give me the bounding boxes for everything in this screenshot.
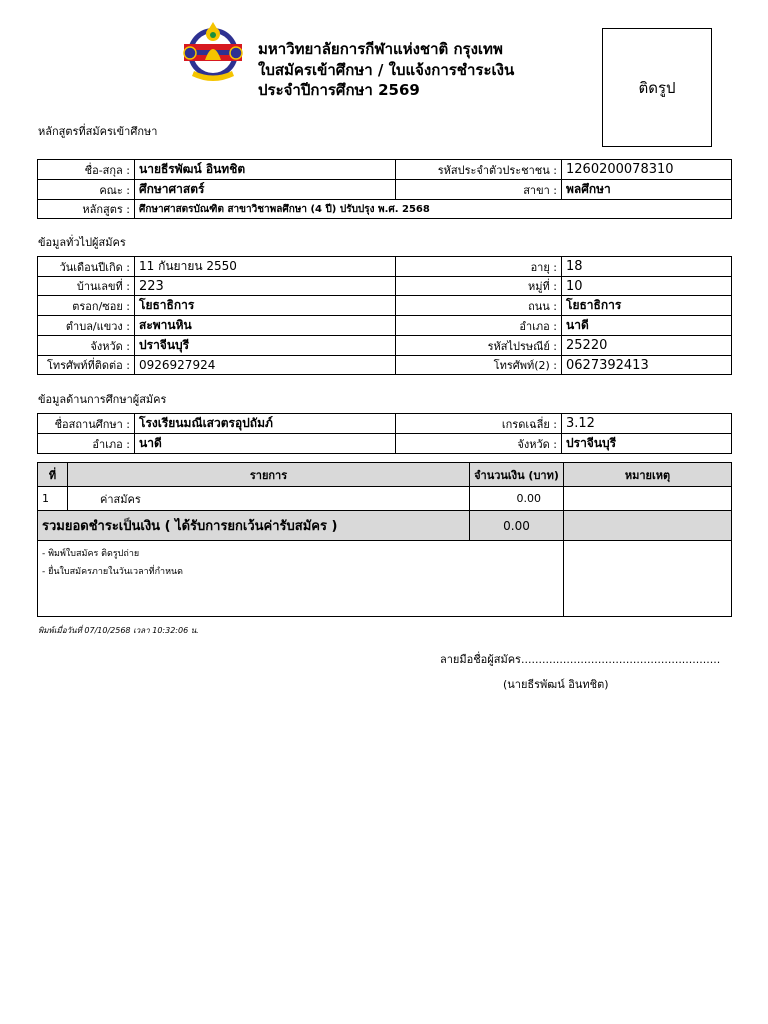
col-note-header: หมายเหตุ [564, 463, 732, 487]
moo-value: 10 [562, 277, 732, 296]
program-table [37, 159, 732, 219]
province-value: ปราจีนบุรี [135, 336, 396, 356]
row-note [564, 487, 732, 511]
signature-name: (นายธีรพัฒน์ อินทชิต) [503, 678, 609, 691]
education-table [37, 413, 732, 454]
faculty-value: ศึกษาศาสตร์ [135, 180, 396, 200]
total-note [564, 511, 732, 541]
total-label: รวมยอดชำระเป็นเงิน ( ได้รับการยกเว้นค่ารับสมัคร ) [38, 511, 470, 541]
applicant-name: นายธีรพัฒน์ อินทชิต [135, 160, 396, 180]
edu-province-label: จังหวัด : [396, 434, 562, 454]
soi-value: โยธาธิการ [135, 296, 396, 316]
instructions-cell [38, 541, 564, 617]
university-name: มหาวิทยาลัยการกีฬาแห่งชาติ กรุงเทพ [258, 40, 503, 58]
subdistrict-label: ตำบล/แขวง : [38, 316, 135, 336]
photo-placeholder [602, 28, 712, 147]
phone2-label: โทรศัพท์(2) : [396, 356, 562, 375]
soi-label: ตรอก/ซอย : [38, 296, 135, 316]
curriculum-label: หลักสูตร : [38, 200, 135, 219]
edu-district-label: อำเภอ : [38, 434, 135, 454]
section-program-title: หลักสูตรที่สมัครเข้าศึกษา [38, 125, 158, 138]
faculty-label: คณะ : [38, 180, 135, 200]
section-general-title: ข้อมูลทั่วไปผู้สมัคร [38, 236, 126, 249]
row-no: 1 [38, 487, 68, 511]
house-label: บ้านเลขที่ : [38, 277, 135, 296]
university-logo [180, 20, 246, 90]
school-label: ชื่อสถานศึกษา : [38, 414, 135, 434]
province-label: จังหวัด : [38, 336, 135, 356]
signature-line: ลายมือชื่อผู้สมัคร......................................................... [440, 653, 721, 666]
instruction-item: - พิมพ์ใบสมัคร ติดรูปถ่าย [42, 549, 140, 559]
row-item: ค่าสมัคร [68, 487, 470, 511]
major-label: สาขา : [396, 180, 562, 200]
form-title: ใบสมัครเข้าศึกษา / ใบแจ้งการชำระเงิน [258, 61, 515, 79]
gpa-label: เกรดเฉลี่ย : [396, 414, 562, 434]
subdistrict-value: สะพานหิน [135, 316, 396, 336]
payment-table [37, 462, 732, 617]
phone-label: โทรศัพท์ที่ติดต่อ : [38, 356, 135, 375]
major-value: พลศึกษา [562, 180, 732, 200]
general-info-table [37, 256, 732, 375]
col-amount-header: จำนวนเงิน (บาท) [470, 463, 564, 487]
district-value: นาดี [562, 316, 732, 336]
section-education-title: ข้อมูลด้านการศึกษาผู้สมัคร [38, 393, 167, 406]
citizen-id: 1260200078310 [562, 160, 732, 180]
total-amount: 0.00 [470, 511, 564, 541]
school-value: โรงเรียนมณีเสวตรอุปถัมภ์ [135, 414, 396, 434]
photo-label: ติดรูป [638, 78, 676, 97]
road-value: โยธาธิการ [562, 296, 732, 316]
age-value: 18 [562, 257, 732, 277]
phone2-value: 0627392413 [562, 356, 732, 375]
postcode-label: รหัสไปรษณีย์ : [396, 336, 562, 356]
instruction-item: - ยื่นใบสมัครภายในวันเวลาที่กำหนด [42, 567, 183, 577]
col-no-header: ที่ [38, 463, 68, 487]
edu-province-value: ปราจีนบุรี [562, 434, 732, 454]
gpa-value: 3.12 [562, 414, 732, 434]
dob-label: วันเดือนปีเกิด : [38, 257, 135, 277]
house-value: 223 [135, 277, 396, 296]
id-label: รหัสประจำตัวประชาชน : [396, 160, 562, 180]
age-label: อายุ : [396, 257, 562, 277]
print-timestamp: พิมพ์เมื่อวันที่ 07/10/2568 เวลา 10:32:06 น. [38, 626, 199, 635]
postcode-value: 25220 [562, 336, 732, 356]
dob-value: 11 กันยายน 2550 [135, 257, 396, 277]
phone-value: 0926927924 [135, 356, 396, 375]
row-amount: 0.00 [470, 487, 564, 511]
academic-year: ประจำปีการศึกษา 2569 [258, 81, 420, 99]
col-item-header: รายการ [68, 463, 470, 487]
moo-label: หมู่ที่ : [396, 277, 562, 296]
road-label: ถนน : [396, 296, 562, 316]
name-label: ชื่อ-สกุล : [38, 160, 135, 180]
district-label: อำเภอ : [396, 316, 562, 336]
edu-district-value: นาดี [135, 434, 396, 454]
instructions-note [564, 541, 732, 617]
curriculum-value: ศึกษาศาสตรบัณฑิต สาขาวิชาพลศึกษา (4 ปี) ปรับปรุง พ.ศ. 2568 [135, 200, 732, 219]
